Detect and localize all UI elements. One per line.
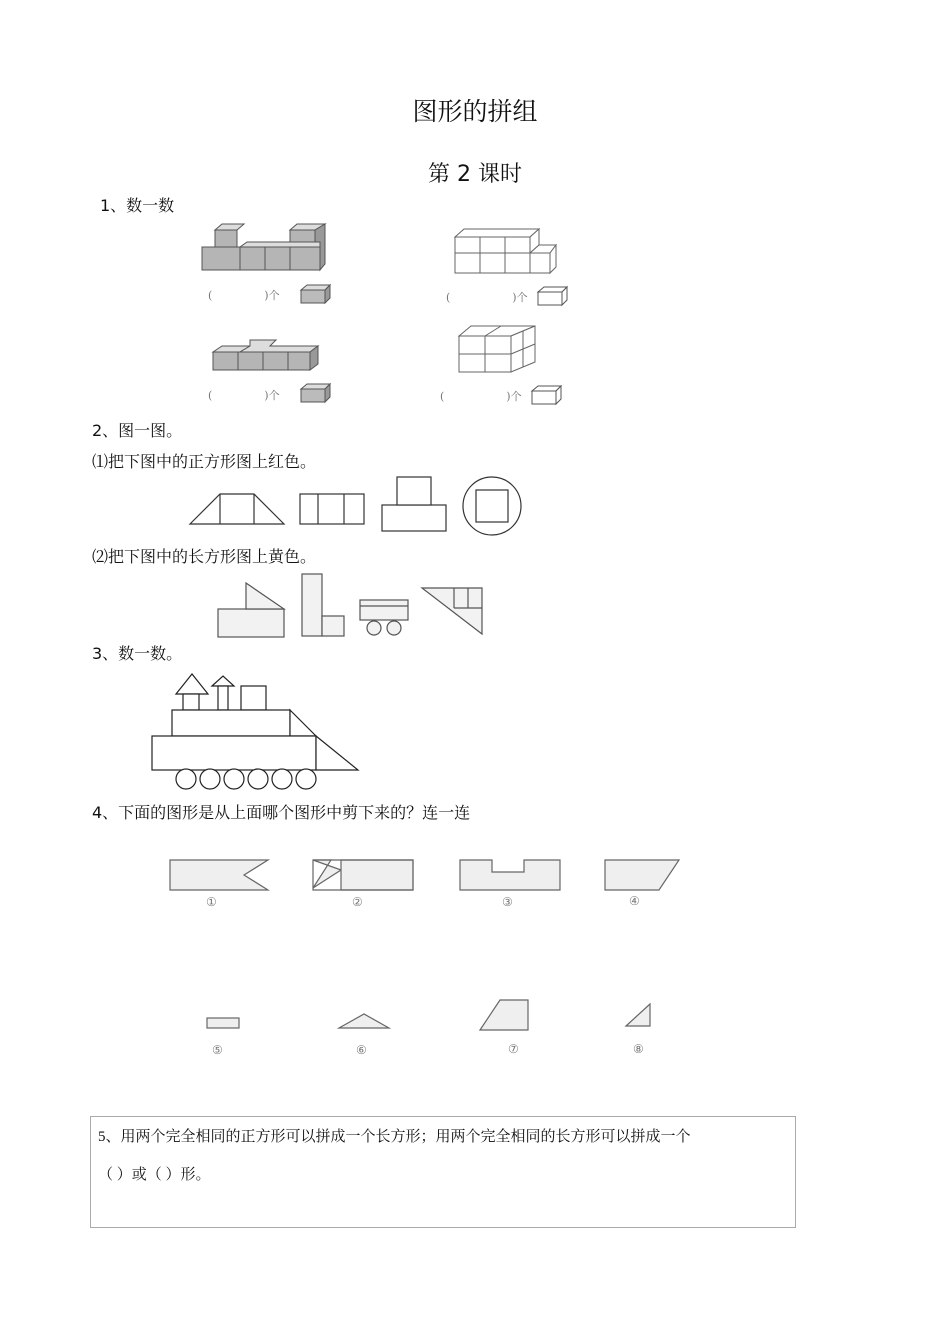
train-figure [150,670,365,792]
count-blank-4: ( )个 [440,390,522,403]
shape-number-6: ⑥ [356,1043,367,1057]
shape-number-1: ① [206,895,217,909]
stepped-block-shape[interactable] [380,475,448,533]
cube-figure-3 [210,336,320,376]
question-2-part-2: ⑵把下图中的长方形图上黄色。 [92,547,317,566]
question-1-label: 1、数一数 [100,196,175,215]
square-in-circle-shape[interactable] [461,476,525,536]
cube-figure-1 [200,222,335,274]
piece-6-triangle[interactable] [337,1012,391,1030]
shape-number-8: ⑧ [633,1042,644,1056]
count-blank-3: ( )个 [208,389,280,402]
unit-cube-icon [300,284,332,304]
shape-number-5: ⑤ [212,1043,223,1057]
l-shape[interactable] [300,572,346,638]
unit-cube-icon [537,286,569,306]
count-blank-1: ( )个 [208,289,280,302]
question-5-line-1: 5、用两个完全相同的正方形可以拼成一个长方形；用两个完全相同的长方形可以拼成一个 [98,1129,691,1145]
question-3-label: 3、数一数。 [92,644,183,663]
shape-number-3: ③ [502,895,513,909]
question-5-line-2[interactable]: （ ）或（ ）形。 [98,1167,211,1183]
three-rectangles-shape[interactable] [298,492,366,526]
piece-8-triangle[interactable] [624,1002,654,1028]
question-2-label: 2、图一图。 [92,421,183,440]
unit-cube-icon [531,385,563,405]
triangle-with-squares-shape[interactable] [420,586,486,636]
cut-shape-1[interactable] [168,858,272,892]
shape-number-2: ② [352,895,363,909]
cube-figure-2 [452,225,562,277]
count-blank-2: ( )个 [446,291,528,304]
cube-figure-4 [455,322,545,377]
question-4-label: 4、下面的图形是从上面哪个图形中剪下来的？连一连 [92,803,471,822]
question-2-part-1: ⑴把下图中的正方形图上红色。 [92,452,317,471]
shape-number-7: ⑦ [508,1042,519,1056]
page-title: 图形的拼组 [412,97,538,126]
cart-shape[interactable] [358,596,412,640]
piece-5-rectangle[interactable] [205,1016,241,1030]
unit-cube-icon [300,383,332,403]
cut-shape-2[interactable] [311,858,417,892]
cut-shape-3[interactable] [458,858,564,892]
triangle-on-rectangle-shape[interactable] [216,581,286,639]
piece-7-trapezoid[interactable] [478,998,532,1032]
cut-shape-4[interactable] [603,858,683,892]
trapezoid-shape[interactable] [188,492,288,526]
shape-number-4: ④ [629,894,640,908]
lesson-subtitle: 第 2 课时 [428,162,522,187]
